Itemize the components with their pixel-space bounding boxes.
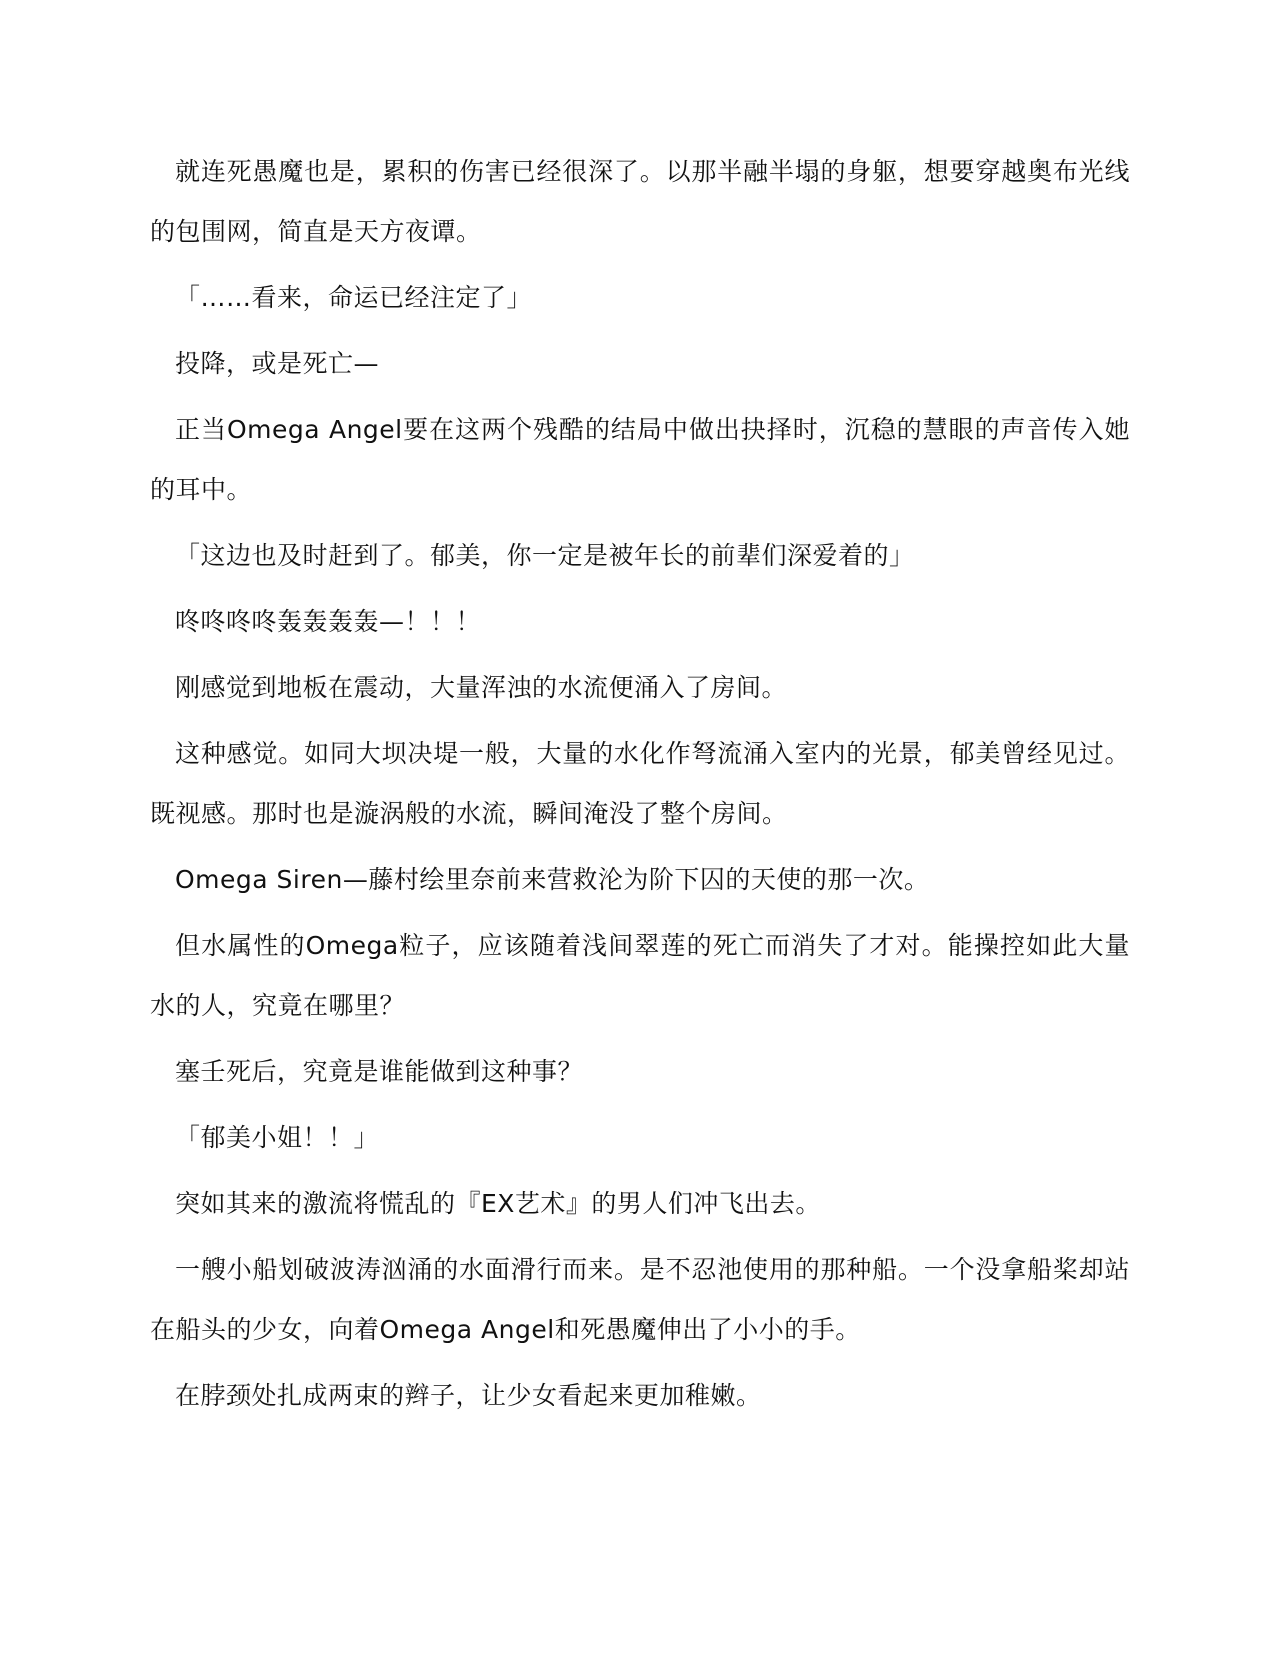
paragraph-4: 正当Omega Angel要在这两个残酷的结局中做出抉择时，沉稳的慧眼的声音传入她的耳中。	[150, 415, 1130, 504]
paragraph-12: 「郁美小姐！！」	[175, 1123, 380, 1152]
paragraph-15: 在脖颈处扎成两束的辫子，让少女看起来更加稚嫩。	[175, 1381, 762, 1410]
paragraph-2: 「……看来，命运已经注定了」	[175, 283, 533, 312]
paragraph-8: 这种感觉。如同大坝决堤一般，大量的水化作弩流涌入室内的光景，郁美曾经见过。既视感。那时也是漩涡般的水流，瞬间淹没了整个房间。	[150, 739, 1130, 828]
paragraph-14: 一艘小船划破波涛汹涌的水面滑行而来。是不忍池使用的那种船。一个没拿船桨却站在船头的少女，向着Omega Angel和死愚魔伸出了小小的手。	[150, 1255, 1130, 1344]
paragraph-13: 突如其来的激流将慌乱的『EX艺术』的男人们冲飞出去。	[175, 1189, 821, 1218]
paragraph-5: 「这边也及时赶到了。郁美，你一定是被年长的前辈们深爱着的」	[175, 541, 915, 570]
paragraph-10: 但水属性的Omega粒子，应该随着浅间翠莲的死亡而消失了才对。能操控如此大量水的人，究竟在哪里？	[150, 931, 1130, 1020]
paragraph-1: 就连死愚魔也是，累积的伤害已经很深了。以那半融半塌的身躯，想要穿越奥布光线的包围网，简直是天方夜谭。	[150, 157, 1130, 246]
paragraph-3: 投降，或是死亡—	[175, 349, 380, 378]
document-body	[150, 142, 1130, 1432]
paragraph-9: Omega Siren—藤村绘里奈前来营救沦为阶下囚的天使的那一次。	[175, 865, 930, 894]
paragraph-6: 咚咚咚咚轰轰轰轰—！！！	[175, 607, 482, 636]
paragraph-7: 刚感觉到地板在震动，大量浑浊的水流便涌入了房间。	[175, 673, 788, 702]
paragraph-11: 塞壬死后，究竟是谁能做到这种事？	[175, 1057, 584, 1086]
